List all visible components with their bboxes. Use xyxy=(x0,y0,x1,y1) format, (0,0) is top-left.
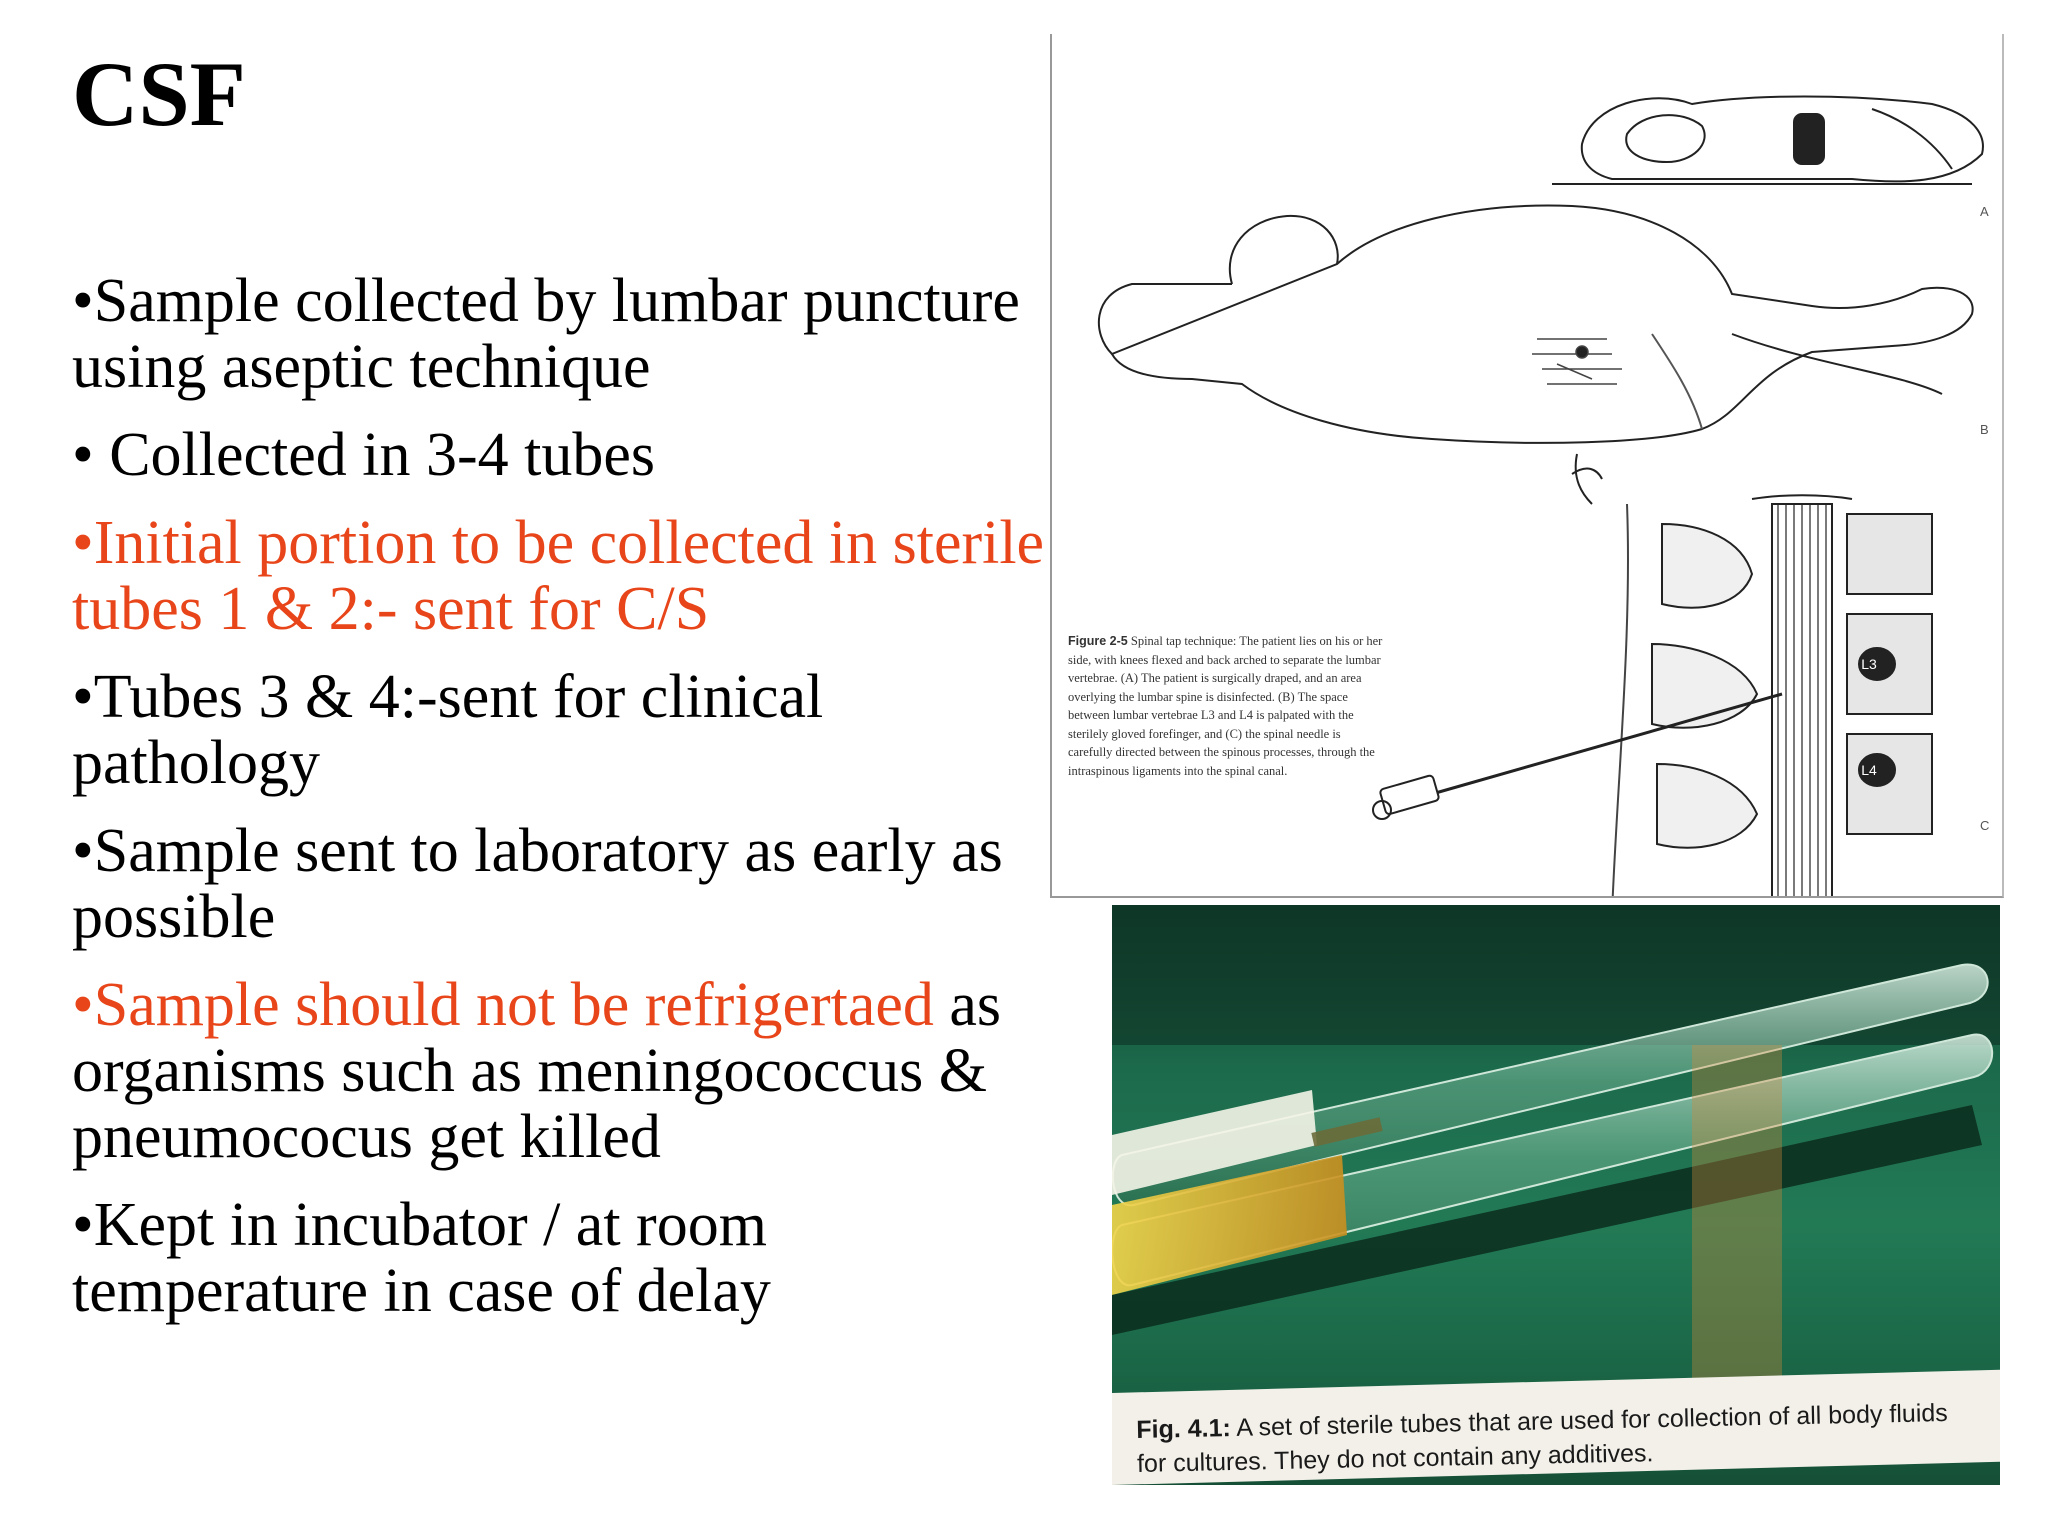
figure-caption-text: Spinal tap technique: The patient lies on his or her side, with knees flexed and back arched to separate the lumbar vertebrae. (A) The patient is surgically draped, and an area overlying the lumbar spine is disinfected. (B) The space between lumbar vertebrae L3 and L4 is palpated with the sterilely gloved forefinger, and (C) the spinal needle is carefully directed between the spinous processes, through the intraspinous ligaments into the spinal canal. xyxy=(1068,634,1383,778)
bullet-text: •Initial portion to be collected in sterile tubes 1 & 2:- sent for C/S xyxy=(72,509,1045,643)
bullet-item xyxy=(72,1192,1052,1324)
panel-letter-b: B xyxy=(1980,422,1989,437)
bullet-text: •Sample sent to laboratory as early as possible xyxy=(72,817,1003,951)
slide-title: CSF xyxy=(72,43,246,145)
bullet-item xyxy=(72,818,1052,950)
bullet-text: •Kept in incubator / at room temperature in case of delay xyxy=(72,1191,771,1325)
bullet-item xyxy=(72,510,1052,642)
bullet-text: • Collected in 3-4 tubes xyxy=(72,421,656,489)
bullet-text: as organisms such as meningococcus & pneumococus get killed xyxy=(72,971,1002,1171)
bullet-item xyxy=(72,268,1052,400)
photo-caption-text: A set of sterile tubes that are used for collection of all body fluids for cultures. They do not contain any additives. xyxy=(1136,1399,1949,1478)
panel-letter-c: C xyxy=(1980,818,1990,833)
spinal-tap-figure xyxy=(1050,34,2004,898)
bullet-text: •Tubes 3 & 4:-sent for clinical pathology xyxy=(72,663,824,797)
vertebra-label-l4: L4 xyxy=(1861,762,1877,778)
bullet-item xyxy=(72,664,1052,796)
figure-caption xyxy=(1068,632,1388,780)
sterile-tubes-photo xyxy=(1112,905,2000,1485)
bullet-item xyxy=(72,422,1052,488)
figure-caption-label: Figure 2-5 xyxy=(1068,634,1128,648)
vertebra-label-l3: L3 xyxy=(1861,656,1877,672)
photo-caption-label: Fig. 4.1: xyxy=(1136,1414,1232,1444)
panel-letter-a: A xyxy=(1980,204,1989,219)
bullet-item xyxy=(72,972,1052,1170)
bullet-text: •Sample should not be refrigertaed xyxy=(72,971,934,1039)
bullet-list xyxy=(72,268,1052,1346)
bullet-text: •Sample collected by lumbar puncture using aseptic technique xyxy=(72,267,1020,401)
